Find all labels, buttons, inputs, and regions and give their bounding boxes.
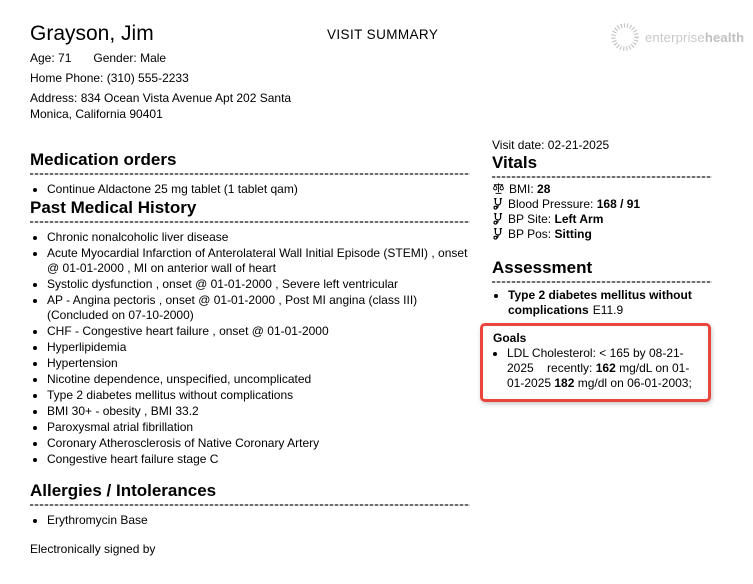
- scale-icon: [492, 182, 505, 195]
- goal-value-recent: 162: [595, 361, 616, 375]
- enterprisehealth-logo: [610, 22, 744, 52]
- section-divider: [492, 281, 712, 283]
- patient-name: Grayson, Jim: [30, 22, 154, 45]
- signed-by-label: Electronically signed by: [30, 542, 156, 556]
- diagnosis-code: E11.9: [592, 303, 624, 317]
- goals-list: [493, 346, 700, 391]
- pmh-item: • Congestive heart failure stage C: [47, 452, 470, 467]
- goal-text: LDL Cholesterol: < 165 by 08-21-2025 recently:: [507, 346, 684, 375]
- vitals-list: [492, 182, 712, 242]
- pmh-item: • Systolic dysfunction , onset @ 01-01-2000 , Severe left ventricular: [47, 277, 470, 292]
- goal-item: [507, 346, 700, 391]
- red-highlight-box: [480, 323, 711, 402]
- section-divider: [30, 504, 470, 506]
- vital-value: Sitting: [554, 227, 592, 241]
- section-divider: [30, 173, 470, 175]
- vital-value: Left Arm: [554, 212, 604, 226]
- left-column: [30, 150, 470, 557]
- pmh-item: • Acute Myocardial Infarction of Anterolateral Wall Initial Episode (STEMI) , onset @ 01-01-2000 , MI on anterior wall of heart: [47, 246, 470, 276]
- goals-heading: Goals: [493, 331, 527, 345]
- vital-label: Blood Pressure:: [508, 197, 594, 211]
- assessment-item: [508, 288, 712, 318]
- logo-text-light: enterprise: [645, 29, 705, 45]
- vitals-heading: Vitals: [492, 153, 538, 172]
- stethoscope-icon: [492, 227, 504, 240]
- age-label: Age: 71: [30, 51, 72, 65]
- pmh-item: • BMI 30+ - obesity , BMI 33.2: [47, 404, 470, 419]
- pmh-item: • Coronary Atherosclerosis of Native Coronary Artery: [47, 436, 470, 451]
- vital-label: BP Pos:: [508, 227, 552, 241]
- logo-text-bold: health: [704, 29, 745, 45]
- logo-ring-icon: [610, 22, 640, 52]
- goal-text: mg/dL on 01-01-2025: [507, 361, 690, 390]
- past-medical-history-heading: Past Medical History: [30, 198, 197, 217]
- section-divider: [30, 221, 470, 223]
- right-column: [492, 138, 712, 402]
- pmh-item: • CHF - Congestive heart failure , onset @ 01-01-2000: [47, 324, 470, 339]
- assessment-heading: Assessment: [492, 258, 593, 277]
- vital-row-bp-site: [492, 212, 712, 227]
- allergies-list: [30, 513, 470, 528]
- gender-label: Gender: Male: [93, 51, 167, 65]
- stethoscope-icon: [492, 197, 504, 210]
- assessment-list: [492, 288, 712, 318]
- medication-orders-heading: Medication orders: [30, 150, 177, 169]
- goal-value-prior: 182: [554, 376, 575, 390]
- medication-item: • Continue Aldactone 25 mg tablet (1 tablet qam): [47, 182, 470, 197]
- diagnosis-text: Type 2 diabetes mellitus without complications: [508, 288, 692, 317]
- vital-value: 28: [537, 182, 551, 196]
- patient-demographics: [30, 50, 302, 126]
- logo-text: [645, 30, 744, 45]
- goal-text: mg/dl on 06-01-2003;: [574, 376, 692, 390]
- visit-date-label: Visit date: 02-21-2025: [492, 138, 610, 152]
- past-medical-history-list: [30, 230, 470, 467]
- pmh-item: • Paroxysmal atrial fibrillation: [47, 420, 470, 435]
- address-label: Address: 834 Ocean Vista Avenue Apt 202 Santa Monica, California 90401: [30, 91, 292, 121]
- pmh-item: • Hyperlipidemia: [47, 340, 470, 355]
- pmh-item: • Chronic nonalcoholic liver disease: [47, 230, 470, 245]
- age-gender-line: [30, 50, 302, 66]
- pmh-item: • AP - Angina pectoris , onset @ 01-01-2000 , Post MI angina (class III) (Concluded on 07-10-2000): [47, 293, 470, 323]
- pmh-item: • Hypertension: [47, 356, 470, 371]
- vital-row-bp-pos: [492, 227, 712, 242]
- pmh-item: • Type 2 diabetes mellitus without complications: [47, 388, 470, 403]
- vital-value: 168 / 91: [596, 197, 641, 211]
- vital-label: BMI:: [509, 182, 534, 196]
- medication-orders-list: [30, 182, 470, 197]
- home-phone-label: Home Phone: (310) 555-2233: [30, 71, 189, 85]
- allergies-heading: Allergies / Intolerances: [30, 481, 217, 500]
- section-divider: [492, 176, 712, 178]
- vital-row-bmi: [492, 182, 712, 197]
- page-title: VISIT SUMMARY: [327, 27, 439, 42]
- pmh-item: • Nicotine dependence, unspecified, uncomplicated: [47, 372, 470, 387]
- vital-row-blood-pressure: [492, 197, 712, 212]
- vital-label: BP Site:: [508, 212, 552, 226]
- allergy-item: • Erythromycin Base: [47, 513, 470, 528]
- stethoscope-icon: [492, 212, 504, 225]
